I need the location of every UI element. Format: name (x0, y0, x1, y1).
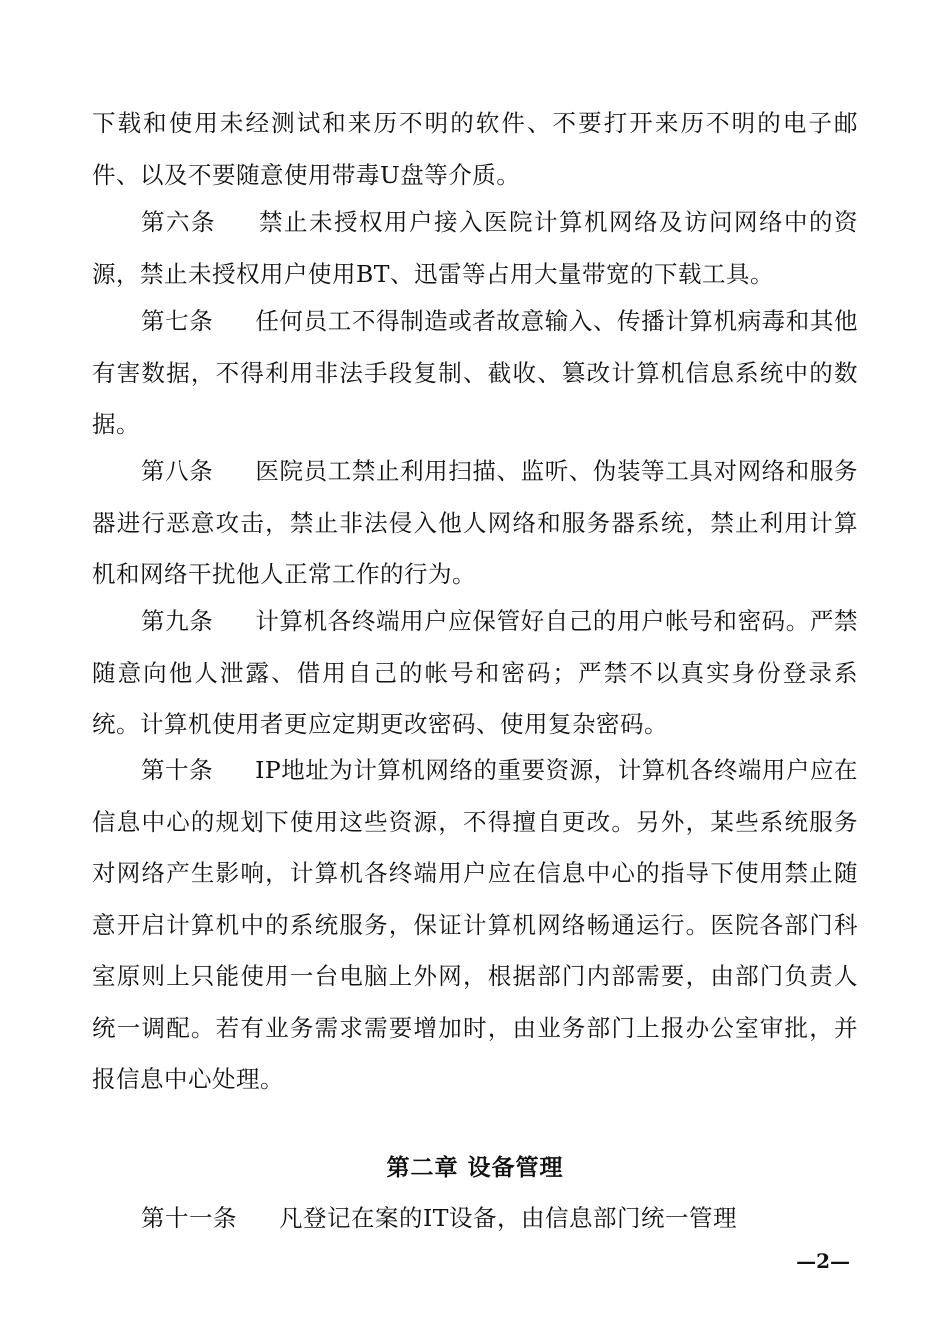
article-text: 任何员工不得制造或者故意输入、传播计算机病毒和其他有害数据，不得利用非法手段复制、截收、篡改计算机信息系统中的数据。 (92, 307, 859, 438)
article-7 (92, 296, 858, 451)
page-number: —2— (796, 1249, 850, 1273)
article-9 (92, 596, 858, 751)
article-10 (92, 745, 858, 1106)
article-label: 第六条 (141, 208, 216, 236)
article-6 (92, 197, 858, 300)
article-label: 第七条 (141, 307, 214, 335)
article-8 (92, 446, 858, 601)
article-text: 禁止未授权用户接入医院计算机网络及访问网络中的资源，禁止未授权用户使用BT、迅雷等占用大量带宽的下载工具。 (92, 208, 858, 288)
article-text: 医院员工禁止利用扫描、监听、伪装等工具对网络和服务器进行恶意攻击，禁止非法侵入他人网络和服务器系统，禁止利用计算机和网络干扰他人正常工作的行为。 (92, 457, 859, 588)
article-text: 计算机各终端用户应保管好自己的用户帐号和密码。严禁随意向他人泄露、借用自己的帐号和密码；严禁不以真实身份登录系统。计算机使用者更应定期更改密码、使用复杂密码。 (92, 607, 859, 738)
chapter-heading: 第二章 设备管理 (386, 1155, 564, 1181)
article-11 (92, 1193, 858, 1245)
article-label: 第九条 (141, 607, 214, 635)
article-text: IP地址为计算机网络的重要资源，计算机各终端用户应在信息中心的规划下使用这些资源，不得擅自更改。另外，某些系统服务对网络产生影响，计算机各终端用户应在信息中心的指导下使用禁止随意开启计算机中的系统服务，保证计算机网络畅通运行。医院各部门科室原则上只能使用一台电脑上外网，根据部门内部需要，由部门负责人统一调配。若有业务需求需要增加时，由业务部门上报办公室审批，并报信息中心处理。 (92, 756, 858, 1093)
article-label: 第十条 (141, 756, 214, 784)
article-text: 凡登记在案的IT设备，由信息部门统一管理 (279, 1204, 737, 1232)
article-label: 第十一条 (141, 1204, 237, 1232)
paragraph-text: 下载和使用未经测试和来历不明的软件、不要打开来历不明的电子邮件、以及不要随意使用带毒U盘等介质。 (92, 109, 858, 189)
article-label: 第八条 (141, 457, 214, 485)
paragraph-intro (92, 98, 858, 201)
